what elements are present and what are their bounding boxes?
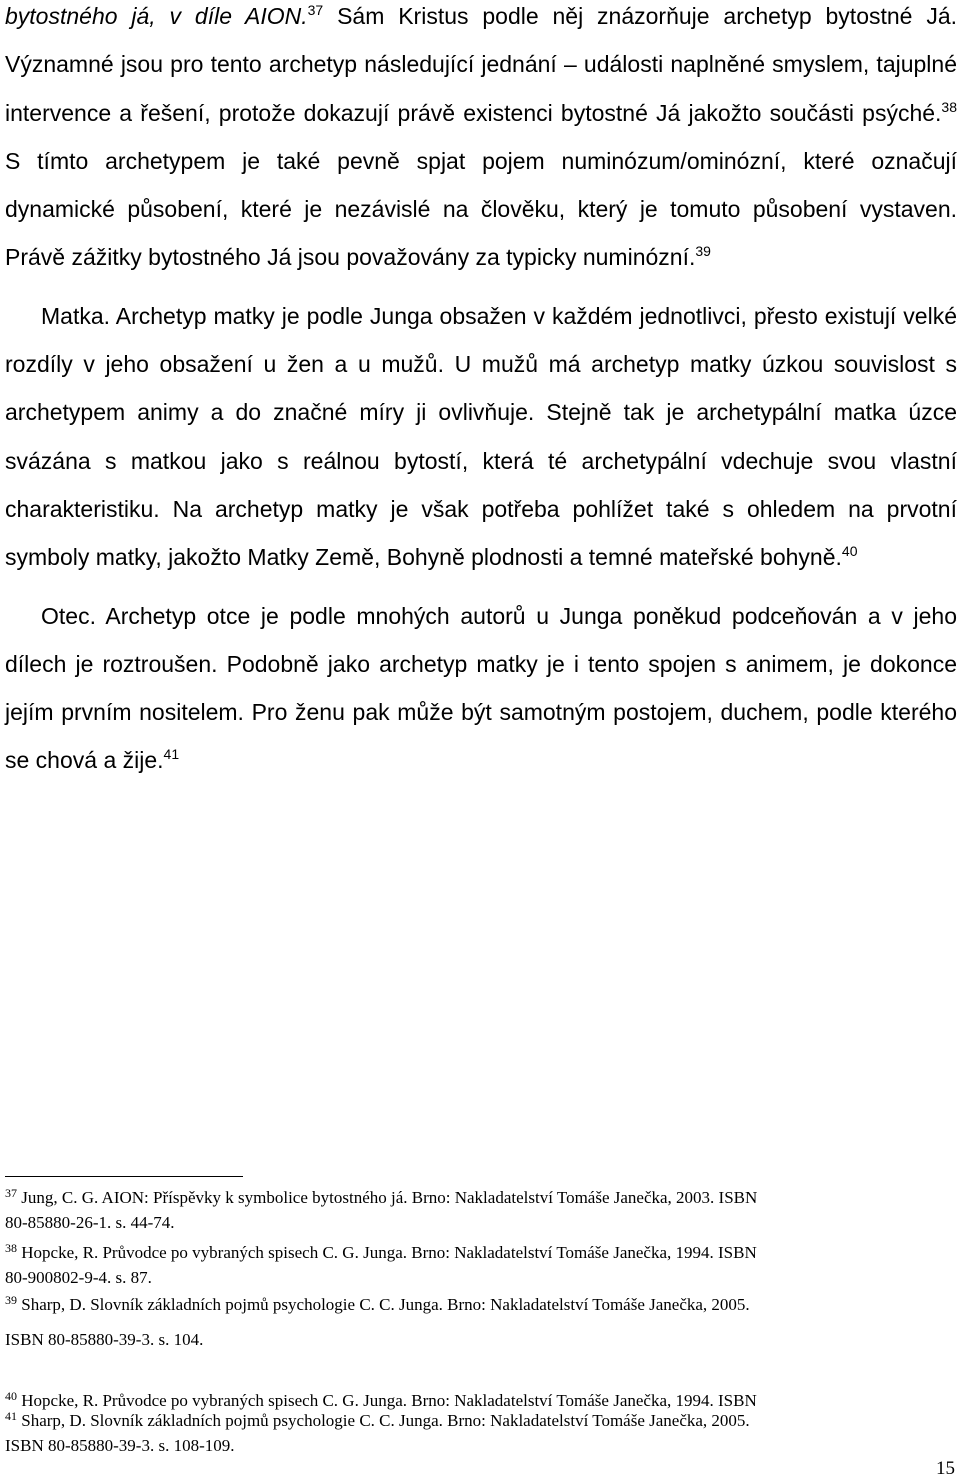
paragraph-father: Otec. Archetyp otce je podle mnohých autorů u Junga poněkud podceňován a v jeho dílech je roztroušen. Podobně jako archetyp matky je i tento spojen s animem, je dokonce jejím prvním nositelem. Pro ženu pak může být samotným postojem, duchem, podle kterého se chová a žije.$^{41}$	[5, 602, 957, 774]
page-number: 15	[936, 1458, 955, 1479]
footnote-39: $^{39}$ Sharp, D. Slovník základních pojmů psychologie C. C. Junga. Brno: Nakladatelství Tomáše Janečka, 2005.	[5, 1293, 750, 1314]
paragraph-self: bytostného já, v díle AION.$^{37}$ Sám Kristus podle něj znázorňuje archetyp bytostné Já. Významné jsou pro tento archetyp následující jednání – události naplněné smyslem, tajuplné intervence a řešení, protože dokazují právě existenci bytostné Já jakožto součásti psýché.$^{38}$ S tímto archetypem je také pevně spjat pojem numinózum/ominózní, které označují dynamické působení, které je nezávislé na člověku, který je tomuto působení vystaven. Právě zážitky bytostného Já jsou považovány za typicky numinózní.$^{39}$	[5, 2, 957, 271]
footnote-39-continued: ISBN 80-85880-39-3. s. 104.	[5, 1330, 204, 1349]
footnote-38: $^{38}$ Hopcke, R. Průvodce po vybraných spisech C. G. Junga. Brno: Nakladatelství Tomáše Janečka, 1994. ISBN 80-900802-9-4. s. 87.	[5, 1241, 757, 1287]
footnote-41: $^{41}$ Sharp, D. Slovník základních pojmů psychologie C. C. Junga. Brno: Nakladatelství Tomáše Janečka, 2005. ISBN 80-85880-39-3. s. 108-109.	[5, 1409, 750, 1455]
footnote-separator	[5, 1176, 243, 1177]
footnote-ref-38: 38	[941, 98, 957, 115]
footnote-40: $^{40}$ Hopcke, R. Průvodce po vybraných spisech C. G. Junga. Brno: Nakladatelství Tomáše Janečka, 1994. ISBN	[5, 1389, 757, 1410]
footnote-37: $^{37}$ Jung, C. G. AION: Příspěvky k symbolice bytostného já. Brno: Nakladatelství Tomáše Janečka, 2003. ISBN 80-85880-26-1. s. 44-74.	[5, 1186, 758, 1232]
footnote-ref-37: 37	[307, 2, 324, 18]
paragraph-mother: Matka. Archetyp matky je podle Junga obsažen v každém jednotlivci, přesto existují velké rozdíly v jeho obsažení u žen a u mužů. U mužů má archetyp matky úzkou souvislost s archetypem animy a do značné míry ji ovlivňuje. Stejně tak je archetypální matka úzce svázána s matkou jako s reálnou bytostí, která té archetypální vdechuje svou vlastní charakteristiku. Na archetyp matky je však potřeba pohlížet také s ohledem na prvotní symboly matky, jakožto Matky Země, Bohyně plodnosti a temné mateřské bohyně.$^{40}$	[5, 302, 957, 571]
footnote-ref-39: 39	[695, 243, 711, 260]
footnote-ref-40: 40	[841, 543, 858, 560]
footnote-ref-41: 41	[163, 746, 180, 763]
body-text	[5, 0, 957, 785]
